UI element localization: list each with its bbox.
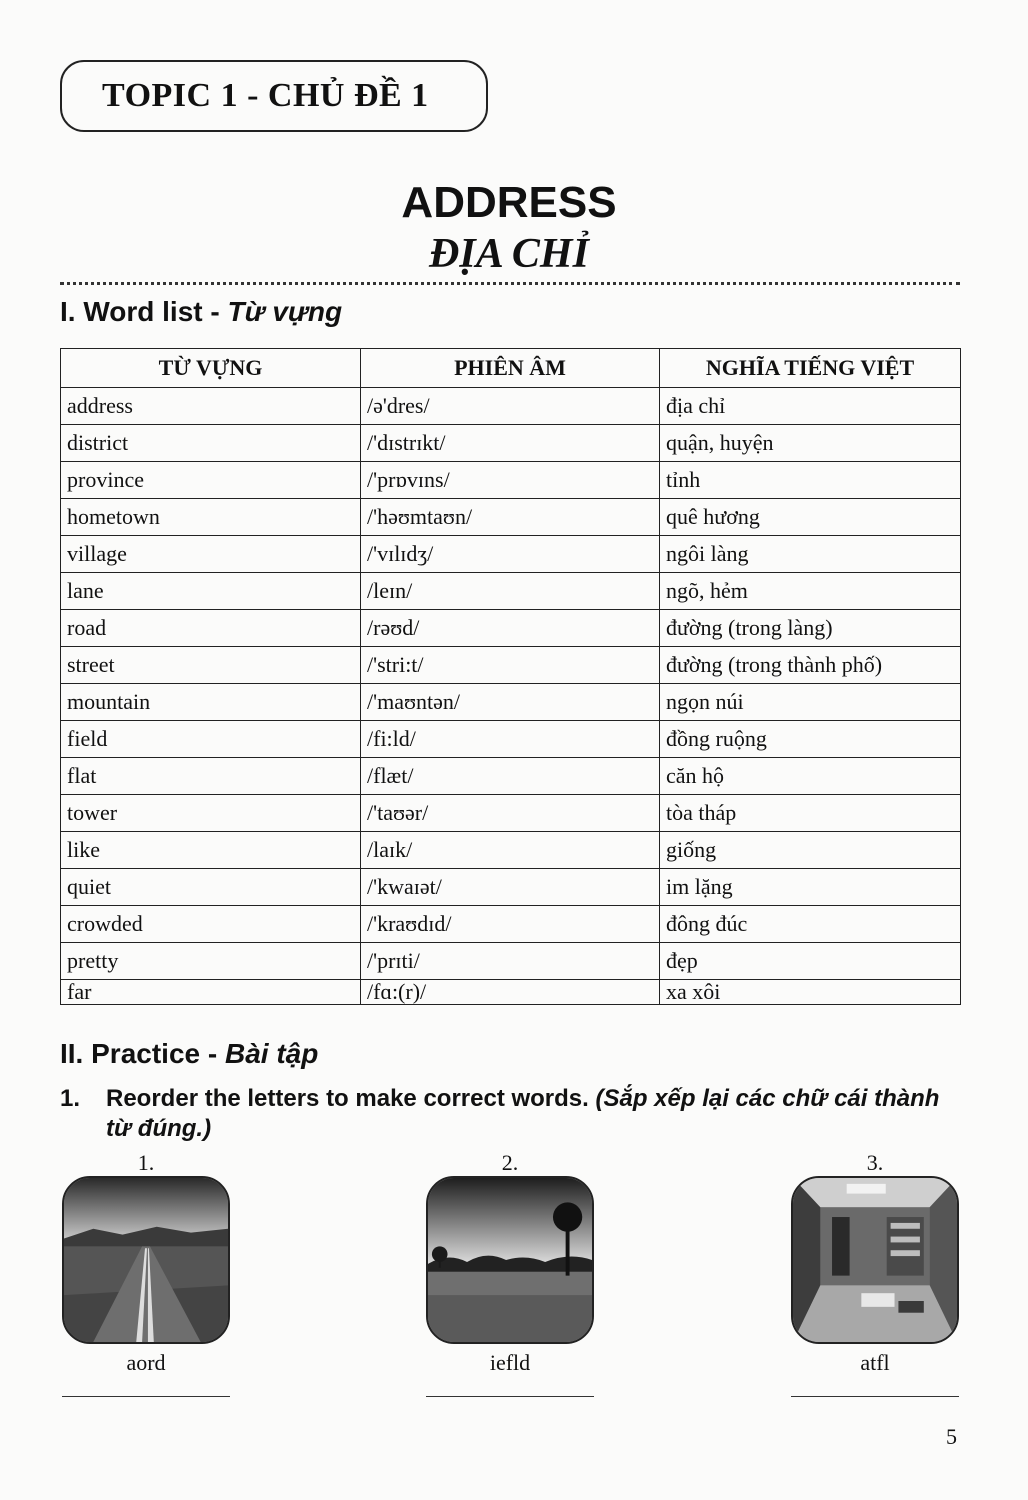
pronunciation-cell: /'həʊmtaʊn/	[361, 499, 660, 536]
word-cell: hometown	[61, 499, 361, 536]
page-title: ADDRESS	[401, 178, 617, 227]
item-number: 1.	[137, 1150, 155, 1175]
word-cell: flat	[61, 758, 361, 795]
meaning-cell: đồng ruộng	[660, 721, 961, 758]
table-row	[61, 684, 961, 721]
column-header: PHIÊN ÂM	[361, 349, 660, 388]
column-header: TỪ VỰNG	[61, 349, 361, 388]
pronunciation-cell: /'prɪti/	[361, 943, 660, 980]
table-header-row	[61, 349, 961, 388]
pronunciation-cell: /ə'dres/	[361, 388, 660, 425]
word-cell: district	[61, 425, 361, 462]
word-cell: tower	[61, 795, 361, 832]
word-cell: mountain	[61, 684, 361, 721]
word-cell: village	[61, 536, 361, 573]
word-cell: province	[61, 462, 361, 499]
page-number: 5	[946, 1424, 957, 1449]
pronunciation-cell: /'maʊntən/	[361, 684, 660, 721]
word-list-table	[60, 348, 961, 1005]
meaning-cell: xa xôi	[660, 980, 961, 1005]
table-row	[61, 758, 961, 795]
exercise-card	[60, 1150, 232, 1397]
pronunciation-cell: /'stri:t/	[361, 647, 660, 684]
exercise-card	[789, 1150, 961, 1397]
scrambled-word: atfl	[860, 1350, 890, 1375]
table-row	[61, 980, 961, 1005]
exercise-number: 1.	[60, 1085, 81, 1112]
section-heading-practice	[60, 1038, 318, 1070]
pronunciation-cell: /'vɪlɪdʒ/	[361, 536, 660, 573]
pronunciation-cell: /flæt/	[361, 758, 660, 795]
table-row	[61, 906, 961, 943]
road-photo	[62, 1176, 230, 1344]
meaning-cell: quê hương	[660, 499, 961, 536]
table-row	[61, 869, 961, 906]
scrambled-word: iefld	[489, 1350, 531, 1375]
exercise-instruction	[60, 1084, 965, 1144]
pronunciation-cell: /fɑ:(r)/	[361, 980, 660, 1005]
pronunciation-cell: /'dɪstrɪkt/	[361, 425, 660, 462]
pronunciation-cell: /fi:ld/	[361, 721, 660, 758]
word-cell: road	[61, 610, 361, 647]
word-cell: quiet	[61, 869, 361, 906]
meaning-cell: quận, huyện	[660, 425, 961, 462]
item-number: 3.	[866, 1150, 884, 1175]
table-row	[61, 425, 961, 462]
answer-line[interactable]	[791, 1396, 959, 1397]
word-cell: crowded	[61, 906, 361, 943]
meaning-cell: đường (trong làng)	[660, 610, 961, 647]
word-cell: lane	[61, 573, 361, 610]
dotted-divider	[60, 282, 960, 285]
column-header: NGHĨA TIẾNG VIỆT	[660, 349, 961, 388]
answer-line[interactable]	[62, 1396, 230, 1397]
pronunciation-cell: /'kwaɪət/	[361, 869, 660, 906]
instruction-en: Reorder the letters to make correct words.	[106, 1085, 589, 1112]
table-row	[61, 721, 961, 758]
page-title-vietnamese: ĐỊA CHỈ	[429, 231, 589, 277]
table-row	[61, 462, 961, 499]
field-photo	[426, 1176, 594, 1344]
pronunciation-cell: /rəʊd/	[361, 610, 660, 647]
section-heading-word-list	[60, 296, 342, 328]
meaning-cell: đông đúc	[660, 906, 961, 943]
meaning-cell: đẹp	[660, 943, 961, 980]
meaning-cell: căn hộ	[660, 758, 961, 795]
section-heading-vi: Từ vựng	[227, 296, 343, 327]
table-row	[61, 943, 961, 980]
pronunciation-cell: /'taʊər/	[361, 795, 660, 832]
meaning-cell: ngọn núi	[660, 684, 961, 721]
meaning-cell: đường (trong thành phố)	[660, 647, 961, 684]
answer-line[interactable]	[426, 1396, 594, 1397]
word-cell: like	[61, 832, 361, 869]
meaning-cell: tỉnh	[660, 462, 961, 499]
topic-banner	[60, 60, 488, 132]
word-cell: field	[61, 721, 361, 758]
word-cell: street	[61, 647, 361, 684]
table-row	[61, 795, 961, 832]
meaning-cell: ngôi làng	[660, 536, 961, 573]
pronunciation-cell: /laɪk/	[361, 832, 660, 869]
word-cell: address	[61, 388, 361, 425]
meaning-cell: địa chỉ	[660, 388, 961, 425]
scrambled-word: aord	[126, 1350, 166, 1375]
meaning-cell: ngõ, hẻm	[660, 573, 961, 610]
pronunciation-cell: /'prɒvɪns/	[361, 462, 660, 499]
word-cell: pretty	[61, 943, 361, 980]
instruction-vi: (Sắp xếp lại các chữ cái thành từ đúng.)	[106, 1085, 940, 1142]
meaning-cell: tòa tháp	[660, 795, 961, 832]
table-row	[61, 573, 961, 610]
table-row	[61, 388, 961, 425]
section-heading-en: I. Word list -	[60, 296, 220, 327]
table-row	[61, 647, 961, 684]
meaning-cell: im lặng	[660, 869, 961, 906]
word-cell: far	[61, 980, 361, 1005]
exercise-card	[424, 1150, 596, 1397]
table-row	[61, 610, 961, 647]
table-row	[61, 832, 961, 869]
table-row	[61, 536, 961, 573]
table-row	[61, 499, 961, 536]
section-heading-en: II. Practice -	[60, 1038, 218, 1069]
section-heading-vi: Bài tập	[224, 1038, 319, 1069]
pronunciation-cell: /'kraʊdɪd/	[361, 906, 660, 943]
flat-photo	[791, 1176, 959, 1344]
item-number: 2.	[501, 1150, 519, 1175]
meaning-cell: giống	[660, 832, 961, 869]
topic-label: TOPIC 1 - CHỦ ĐỀ 1	[102, 77, 429, 114]
pronunciation-cell: /leɪn/	[361, 573, 660, 610]
